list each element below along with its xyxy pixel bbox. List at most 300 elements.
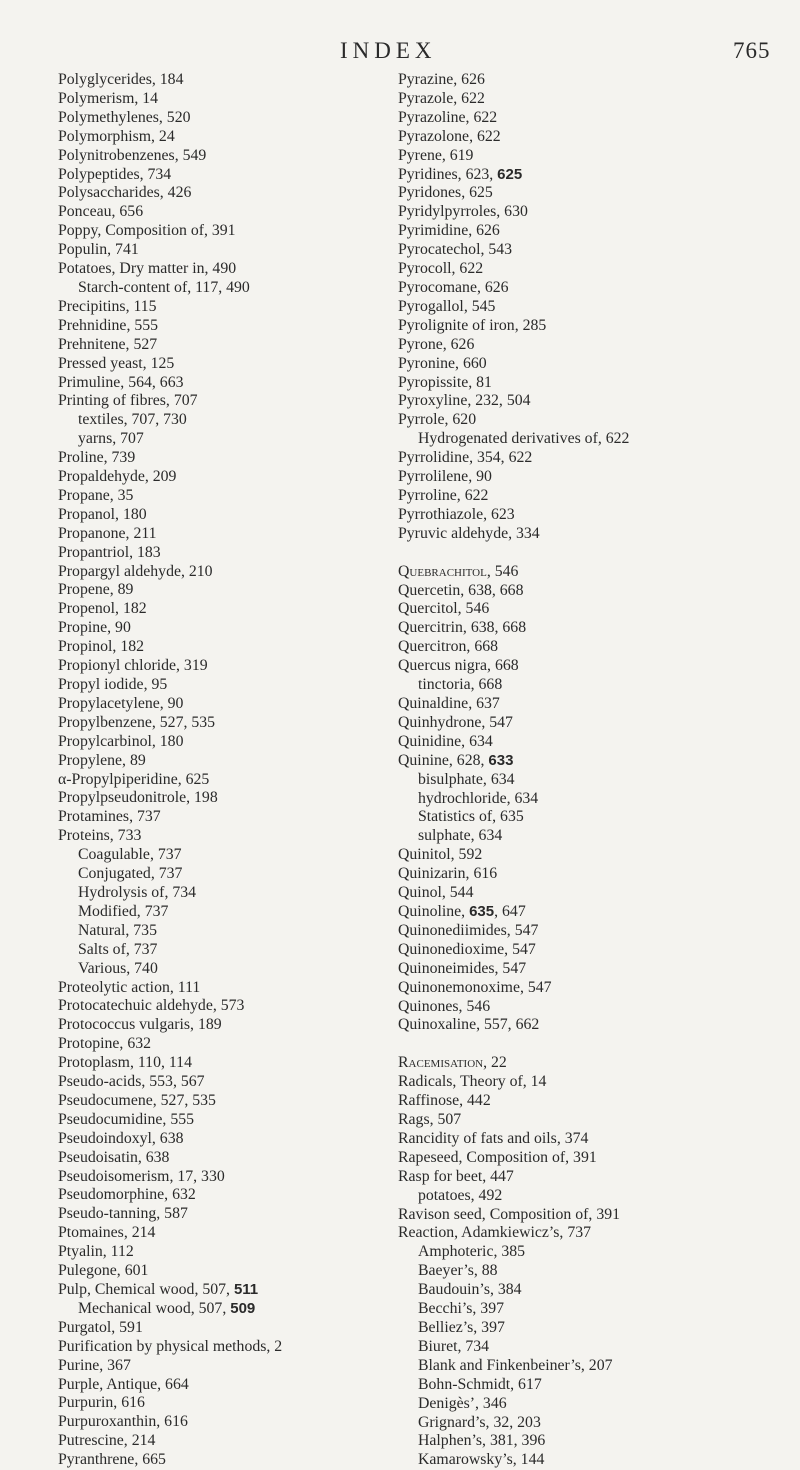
index-entry — [58, 1357, 378, 1376]
index-entry — [398, 1130, 796, 1149]
entry-text: Protopine, 632 — [58, 1035, 152, 1053]
entry-text: Pyrimidine, 626 — [398, 222, 500, 240]
index-entry — [398, 1092, 796, 1111]
index-subentry — [398, 1281, 796, 1300]
index-entry — [58, 487, 378, 506]
index-entry — [398, 147, 796, 166]
entry-text: Quercitol, 546 — [398, 600, 490, 618]
index-subentry — [398, 1319, 796, 1338]
index-entry — [58, 1149, 378, 1168]
entry-text: Ptyalin, 112 — [58, 1243, 134, 1261]
entry-text: Pyrogallol, 545 — [398, 297, 496, 315]
entry-text: Ponceau, 656 — [58, 203, 144, 221]
entry-text: Purple, Antique, 664 — [58, 1375, 189, 1393]
entry-text: Salts of, 737 — [78, 940, 158, 958]
index-entry — [398, 1149, 796, 1168]
index-subentry — [398, 1262, 796, 1281]
index-subentry — [398, 676, 796, 695]
index-entry — [58, 563, 378, 582]
entry-text: Radicals, Theory of, 14 — [398, 1073, 547, 1091]
entry-text: tinctoria, 668 — [418, 676, 503, 694]
index-entry — [58, 109, 378, 128]
entry-text: Propylcarbinol, 180 — [58, 732, 184, 750]
index-subentry — [398, 808, 796, 827]
entry-text: Protamines, 737 — [58, 808, 161, 826]
entry-text: Propylbenzene, 527, 535 — [58, 713, 216, 731]
index-subentry — [398, 827, 796, 846]
index-entry — [58, 997, 378, 1016]
index-subentry — [58, 960, 378, 979]
entry-text: Quinol, 544 — [398, 884, 474, 902]
entry-text: Pyrazole, 622 — [398, 89, 485, 107]
entry-text: Quinidine, 634 — [398, 732, 493, 750]
index-subentry — [58, 279, 378, 298]
entry-text: Conjugated, 737 — [78, 865, 183, 883]
index-subentry — [398, 1395, 796, 1414]
index-entry — [58, 468, 378, 487]
entry-text: Pyrazoline, 622 — [398, 108, 498, 126]
index-subentry — [58, 922, 378, 941]
index-entry — [398, 846, 796, 865]
index-entry — [398, 128, 796, 147]
index-entry — [398, 563, 796, 582]
entry-text: Quercitrin, 638, 668 — [398, 619, 527, 637]
index-entry — [58, 979, 378, 998]
index-entry — [58, 260, 378, 279]
index-entry — [58, 147, 378, 166]
index-entry — [398, 166, 796, 185]
entry-text: Propaldehyde, 209 — [58, 468, 177, 486]
entry-text: Quinoxaline, 557, 662 — [398, 1016, 540, 1034]
index-entry — [398, 203, 796, 222]
index-entry — [398, 90, 796, 109]
entry-text: Propargyl aldehyde, 210 — [58, 562, 213, 580]
index-entry — [58, 525, 378, 544]
entry-text: Propenol, 182 — [58, 600, 147, 618]
index-entry — [398, 317, 796, 336]
entry-bold-page: 635 — [469, 902, 495, 920]
entry-text: Poppy, Composition of, 391 — [58, 222, 236, 240]
entry-text: Kamarowsky’s, 144 — [418, 1451, 545, 1469]
entry-text: Quinhydrone, 547 — [398, 713, 513, 731]
index-entry — [58, 1035, 378, 1054]
entry-text: Natural, 735 — [78, 921, 157, 939]
index-entry — [398, 241, 796, 260]
index-subentry — [398, 1357, 796, 1376]
entry-text: Racemisation, 22 — [398, 1054, 507, 1072]
index-entry — [398, 733, 796, 752]
entry-text: Propene, 89 — [58, 581, 134, 599]
entry-text: Modified, 737 — [78, 902, 169, 920]
entry-text: Polypeptides, 734 — [58, 165, 172, 183]
index-entry — [58, 1186, 378, 1205]
index-entry — [398, 1016, 796, 1035]
entry-bold-page: 625 — [497, 165, 523, 183]
index-subentry — [398, 430, 796, 449]
entry-text: Propylene, 89 — [58, 751, 146, 769]
entry-text: Proteolytic action, 111 — [58, 978, 201, 996]
index-entry — [58, 695, 378, 714]
index-subentry — [398, 1432, 796, 1451]
index-entry — [58, 1224, 378, 1243]
entry-text: Pyranthrene, 665 — [58, 1451, 166, 1469]
page-number: 765 — [733, 38, 771, 63]
index-entry — [58, 449, 378, 468]
index-entry — [58, 336, 378, 355]
entry-text: Pulegone, 601 — [58, 1262, 149, 1280]
index-entry — [58, 1205, 378, 1224]
index-entry — [398, 109, 796, 128]
entry-text: Pseudomorphine, 632 — [58, 1186, 196, 1204]
index-entry — [398, 1168, 796, 1187]
entry-text: Becchi’s, 397 — [418, 1300, 504, 1318]
index-column-right — [398, 71, 796, 1470]
entry-text: Pseudo-tanning, 587 — [58, 1205, 188, 1223]
entry-text: Hydrogenated derivatives of, 622 — [418, 430, 630, 448]
entry-text: Pseudocumidine, 555 — [58, 1110, 195, 1128]
index-subentry — [58, 411, 378, 430]
entry-text: Polysaccharides, 426 — [58, 184, 192, 202]
entry-bold-page: 633 — [488, 751, 514, 769]
entry-text: Baudouin’s, 384 — [418, 1281, 522, 1299]
entry-text: Ravison seed, Composition of, 391 — [398, 1205, 621, 1223]
index-subentry — [398, 771, 796, 790]
entry-text: Pyronine, 660 — [398, 354, 487, 372]
index-entry — [58, 638, 378, 657]
entry-text: Prehnidine, 555 — [58, 316, 159, 334]
entry-bold-page: 511 — [233, 1281, 259, 1298]
index-entry — [58, 752, 378, 771]
index-entry — [58, 392, 378, 411]
index-entry — [58, 1092, 378, 1111]
index-entry — [398, 903, 796, 922]
index-entry — [58, 808, 378, 827]
index-entry — [398, 1206, 796, 1225]
index-entry — [398, 1111, 796, 1130]
index-entry — [398, 752, 796, 771]
index-subentry — [398, 1451, 796, 1470]
index-entry — [398, 392, 796, 411]
index-entry — [58, 374, 378, 393]
entry-text: Proteins, 733 — [58, 827, 142, 845]
index-entry — [58, 1054, 378, 1073]
entry-text: Coagulable, 737 — [78, 846, 182, 864]
entry-text: Pyridones, 625 — [398, 184, 493, 202]
entry-text: bisulphate, 634 — [418, 770, 515, 788]
entry-text: Starch-content of, 117, 490 — [78, 278, 250, 296]
entry-text: Quinoline, — [398, 902, 470, 920]
index-entry — [58, 1432, 378, 1451]
entry-text: Quebrachitol, 546 — [398, 562, 519, 580]
index-entry — [58, 827, 378, 846]
entry-text: Pyruvic aldehyde, 334 — [398, 524, 540, 542]
index-subentry — [58, 846, 378, 865]
index-entry — [398, 1224, 796, 1243]
index-entry — [398, 998, 796, 1017]
entry-text: yarns, 707 — [78, 430, 144, 448]
index-entry — [398, 506, 796, 525]
entry-text: Purgatol, 591 — [58, 1318, 143, 1336]
entry-text: Propyl iodide, 95 — [58, 676, 168, 693]
index-subentry — [58, 884, 378, 903]
index-entry — [58, 600, 378, 619]
entry-text: Purine, 367 — [58, 1356, 131, 1374]
entry-text: Quercitron, 668 — [398, 638, 499, 656]
index-entry — [398, 1073, 796, 1092]
entry-text: Polyglycerides, 184 — [58, 71, 184, 88]
index-subentry — [58, 941, 378, 960]
index-subentry — [398, 1414, 796, 1433]
index-entry — [398, 411, 796, 430]
index-entry — [398, 525, 796, 544]
entry-text: Pyroxyline, 232, 504 — [398, 392, 531, 410]
entry-text: Propantriol, 183 — [58, 543, 161, 561]
index-entry — [398, 960, 796, 979]
index-entry — [58, 1281, 378, 1300]
index-entry — [58, 657, 378, 676]
index-entry — [58, 166, 378, 185]
index-entry — [58, 789, 378, 808]
entry-text: Pseudoindoxyl, 638 — [58, 1129, 184, 1147]
index-subentry — [58, 903, 378, 922]
entry-text: Quinizarin, 616 — [398, 865, 498, 883]
index-entry — [398, 714, 796, 733]
entry-text: Polymerism, 14 — [58, 89, 159, 107]
entry-text: Reaction, Adamkiewicz’s, 737 — [398, 1224, 592, 1242]
entry-text: Purification by physical methods, 2 — [58, 1337, 283, 1355]
index-subentry — [398, 1187, 796, 1206]
entry-text: Propylpseudonitrole, 198 — [58, 789, 218, 807]
index-entry — [58, 222, 378, 241]
entry-text: Quinonediimides, 547 — [398, 921, 539, 939]
index-entry — [58, 1111, 378, 1130]
entry-text: Protoplasm, 110, 114 — [58, 1054, 192, 1072]
entry-text: Propane, 35 — [58, 486, 134, 504]
entry-text: Printing of fibres, 707 — [58, 392, 198, 410]
index-entry — [58, 1073, 378, 1092]
index-subentry — [398, 1376, 796, 1395]
index-entry — [398, 260, 796, 279]
index-entry — [398, 374, 796, 393]
index-entry — [58, 128, 378, 147]
entry-text: sulphate, 634 — [418, 827, 503, 845]
index-entry — [58, 355, 378, 374]
index-entry — [398, 941, 796, 960]
entry-text: Pyridines, 623, — [398, 165, 498, 183]
index-entry — [58, 1016, 378, 1035]
entry-text: Quinitol, 592 — [398, 846, 483, 864]
entry-text: Precipitins, 115 — [58, 297, 157, 315]
entry-text: Quinine, 628, — [398, 751, 489, 769]
index-entry — [58, 1338, 378, 1357]
entry-text: Pyrene, 619 — [398, 146, 474, 164]
entry-text: Potatoes, Dry matter in, 490 — [58, 260, 237, 278]
entry-text: Polymorphism, 24 — [58, 127, 175, 145]
index-entry — [58, 1394, 378, 1413]
entry-text: Pseudoisatin, 638 — [58, 1148, 170, 1166]
index-entry — [58, 203, 378, 222]
index-entry — [398, 979, 796, 998]
entry-text: Polymethylenes, 520 — [58, 108, 191, 126]
index-entry — [398, 695, 796, 714]
entry-text: Pyrone, 626 — [398, 335, 475, 353]
entry-text: Quinaldine, 637 — [398, 695, 500, 712]
entry-text: Amphoteric, 385 — [418, 1243, 526, 1261]
index-entry — [398, 487, 796, 506]
page-title: INDEX — [340, 38, 437, 63]
index-entry — [58, 1262, 378, 1281]
index-entry — [398, 468, 796, 487]
entry-text: Rags, 507 — [398, 1111, 462, 1129]
index-entry — [398, 582, 796, 601]
entry-text: Mechanical wood, 507, — [78, 1299, 231, 1317]
entry-text: Purpuroxanthin, 616 — [58, 1413, 188, 1431]
entry-text: Grignard’s, 32, 203 — [418, 1413, 541, 1431]
index-subentry — [398, 1243, 796, 1262]
index-entry — [398, 884, 796, 903]
entry-text: Quercetin, 638, 668 — [398, 581, 524, 599]
index-entry — [58, 90, 378, 109]
index-entry — [58, 1376, 378, 1395]
index-entry — [58, 676, 378, 695]
index-entry — [58, 1413, 378, 1432]
entry-text: Pyrolignite of iron, 285 — [398, 316, 547, 334]
entry-text: Quinones, 546 — [398, 997, 491, 1015]
index-subentry — [58, 430, 378, 449]
index-entry — [58, 544, 378, 563]
entry-text: Pyrrole, 620 — [398, 411, 477, 429]
index-entry — [58, 619, 378, 638]
index-entry — [398, 336, 796, 355]
entry-text: Pyrocoll, 622 — [398, 260, 484, 278]
index-subentry — [58, 1300, 378, 1319]
entry-text: Propine, 90 — [58, 619, 131, 637]
entry-text: Ptomaines, 214 — [58, 1224, 156, 1242]
entry-text: potatoes, 492 — [418, 1186, 503, 1204]
index-entry — [398, 71, 796, 90]
index-entry — [58, 771, 378, 790]
index-entry — [398, 355, 796, 374]
index-entry — [398, 184, 796, 203]
entry-text: hydrochloride, 634 — [418, 789, 539, 807]
index-entry — [58, 184, 378, 203]
index-entry — [398, 619, 796, 638]
index-entry — [398, 298, 796, 317]
entry-text: Propionyl chloride, 319 — [58, 657, 208, 675]
entry-text-after: , 647 — [494, 902, 526, 920]
index-subentry — [398, 1338, 796, 1357]
index-entry — [58, 1451, 378, 1470]
entry-text: Populin, 741 — [58, 241, 139, 259]
entry-text: Rapeseed, Composition of, 391 — [398, 1148, 597, 1166]
entry-text: Pyrrothiazole, 623 — [398, 505, 515, 523]
entry-text: Quercus nigra, 668 — [398, 657, 519, 675]
index-entry — [58, 71, 378, 90]
entry-text: Polynitrobenzenes, 549 — [58, 146, 207, 164]
entry-text: Purpurin, 616 — [58, 1394, 145, 1412]
index-entry — [398, 865, 796, 884]
entry-text: Belliez’s, 397 — [418, 1319, 505, 1336]
entry-text: Pyrrolidine, 354, 622 — [398, 449, 533, 467]
entry-text: Statistics of, 635 — [418, 808, 524, 826]
entry-text: Hydrolysis of, 734 — [78, 883, 197, 901]
page-header — [0, 38, 800, 66]
entry-text: Prehnitene, 527 — [58, 335, 158, 353]
entry-text: Rancidity of fats and oils, 374 — [398, 1129, 589, 1147]
index-entry — [58, 298, 378, 317]
entry-text: Raffinose, 442 — [398, 1092, 491, 1110]
entry-text: Pyrocatechol, 543 — [398, 241, 513, 259]
entry-text: Pyrazine, 626 — [398, 71, 485, 88]
entry-text: Quinoneimides, 547 — [398, 959, 527, 977]
index-entry — [58, 506, 378, 525]
index-entry — [398, 279, 796, 298]
entry-text: Halphen’s, 381, 396 — [418, 1432, 546, 1450]
entry-text: Biuret, 734 — [418, 1337, 490, 1355]
index-subentry — [398, 790, 796, 809]
entry-text: α-Propylpiperidine, 625 — [58, 770, 210, 788]
index-entry — [398, 449, 796, 468]
index-entry — [58, 714, 378, 733]
entry-text: Primuline, 564, 663 — [58, 373, 184, 391]
index-entry — [58, 317, 378, 336]
index-entry — [398, 657, 796, 676]
entry-text: textiles, 707, 730 — [78, 411, 187, 429]
index-entry — [398, 222, 796, 241]
index-subentry — [58, 865, 378, 884]
entry-text: Bohn-Schmidt, 617 — [418, 1375, 542, 1393]
entry-text: Pseudoisomerism, 17, 330 — [58, 1167, 225, 1185]
entry-bold-page: 509 — [230, 1299, 256, 1317]
entry-text: Pressed yeast, 125 — [58, 354, 175, 372]
entry-text: Pyridylpyrroles, 630 — [398, 203, 528, 221]
index-entry — [58, 241, 378, 260]
entry-text: Pyrrolilene, 90 — [398, 468, 492, 486]
entry-text: Pyropissite, 81 — [398, 373, 492, 391]
index-subentry — [398, 1300, 796, 1319]
entry-text: Pseudocumene, 527, 535 — [58, 1091, 216, 1109]
index-entry — [58, 733, 378, 752]
entry-text: Propinol, 182 — [58, 638, 145, 656]
index-entry — [58, 581, 378, 600]
index-entry — [398, 1054, 796, 1073]
entry-text: Pyrazolone, 622 — [398, 127, 501, 145]
entry-text: Rasp for beet, 447 — [398, 1167, 514, 1185]
index-entry — [398, 922, 796, 941]
entry-text: Pyrroline, 622 — [398, 486, 489, 504]
entry-text: Denigès’, 346 — [418, 1394, 507, 1412]
index-entry — [58, 1130, 378, 1149]
index-entry — [58, 1168, 378, 1187]
entry-text: Protocatechuic aldehyde, 573 — [58, 997, 245, 1015]
entry-text: Propanol, 180 — [58, 505, 147, 523]
entry-text: Blank and Finkenbeiner’s, 207 — [418, 1356, 613, 1374]
entry-text: Pulp, Chemical wood, 507, — [58, 1281, 234, 1298]
entry-text: Pyrocomane, 626 — [398, 278, 509, 296]
entry-text: Pseudo-acids, 553, 567 — [58, 1073, 205, 1091]
entry-text: Quinonedioxime, 547 — [398, 940, 536, 958]
index-entry — [58, 1319, 378, 1338]
entry-text: Putrescine, 214 — [58, 1432, 156, 1450]
index-entry — [398, 600, 796, 619]
index-entry — [398, 638, 796, 657]
entry-text: Propanone, 211 — [58, 524, 157, 542]
entry-text: Proline, 739 — [58, 449, 136, 467]
index-column-left — [58, 71, 378, 1470]
index-entry — [58, 1243, 378, 1262]
entry-text: Baeyer’s, 88 — [418, 1262, 498, 1280]
entry-text: Propylacetylene, 90 — [58, 694, 184, 712]
